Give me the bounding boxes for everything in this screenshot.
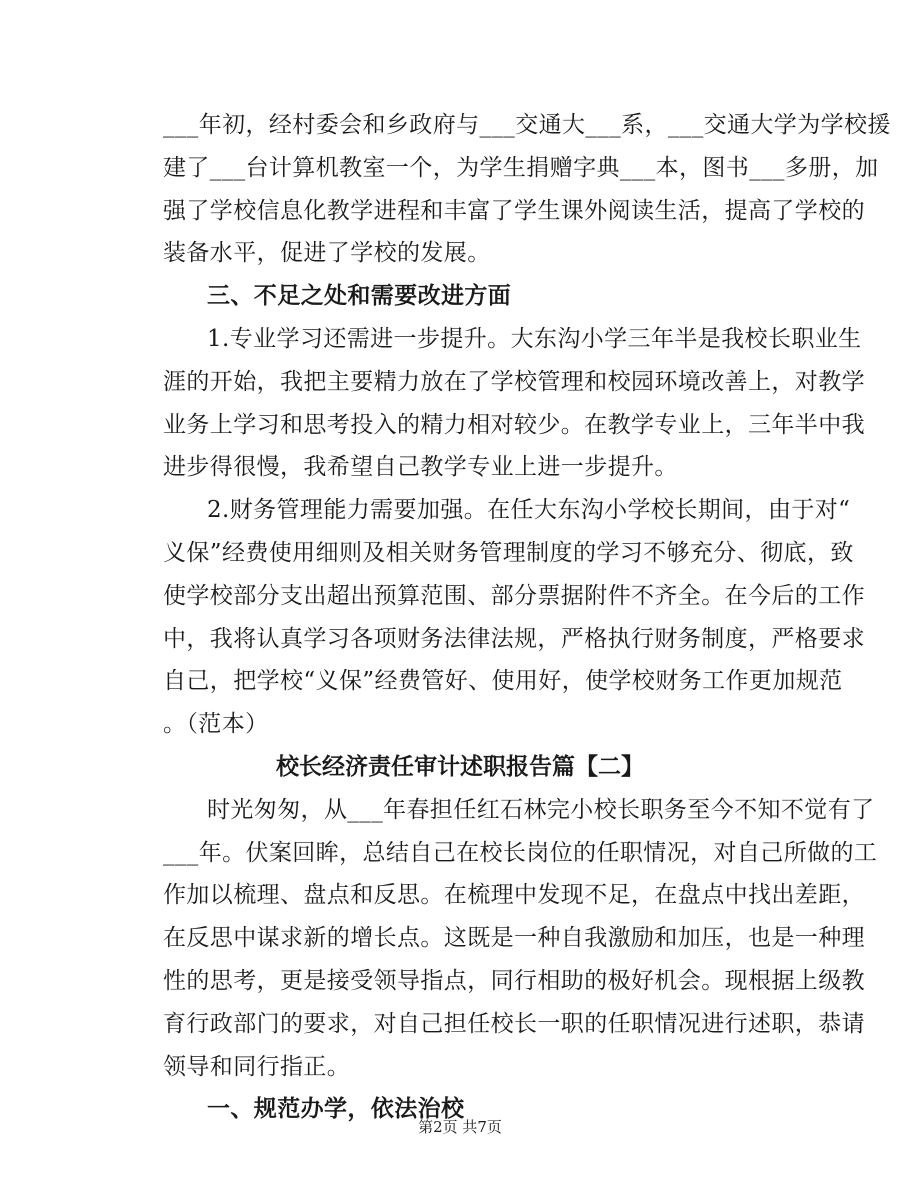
paragraph-line: ___年。伏案回眸，总结自己在校长岗位的任职情况，对自己所做的工 bbox=[163, 840, 878, 866]
paragraph-line: 强了学校信息化教学进程和丰富了学生课外阅读生活，提高了学校的 bbox=[163, 198, 865, 224]
paragraph-line: 装备水平，促进了学校的发展。 bbox=[163, 240, 491, 266]
paragraph-line: 业务上学习和思考投入的精力相对较少。在教学专业上，三年半中我 bbox=[163, 412, 865, 438]
paragraph-line: 性的思考，更是接受领导指点，同行相助的极好机会。现根据上级教 bbox=[163, 968, 865, 994]
paragraph-line: 义保”经费使用细则及相关财务管理制度的学习不够充分、彻底，致 bbox=[163, 540, 854, 566]
paragraph-line: 建了___台计算机教室一个，为学生捐赠字典___本，图书___多册，加 bbox=[163, 155, 879, 181]
paragraph-line: 2.财务管理能力需要加强。在任大东沟小学校长期间，由于对“ bbox=[207, 497, 851, 523]
section-heading: 三、不足之处和需要改进方面 bbox=[207, 282, 512, 309]
paragraph-line: 。（范本） bbox=[163, 711, 269, 737]
paragraph-line: 在反思中谋求新的增长点。这既是一种自我激励和加压，也是一种理 bbox=[163, 925, 865, 951]
paragraph-line: ___年初，经村委会和乡政府与___交通大___系，___交通大学为学校援 bbox=[163, 112, 891, 138]
paragraph-line: 作加以梳理、盘点和反思。在梳理中发现不足，在盘点中找出差距， bbox=[163, 882, 865, 908]
paragraph-line: 涯的开始，我把主要精力放在了学校管理和校园环境改善上，对教学 bbox=[163, 369, 865, 395]
paragraph-line: 领导和同行指正。 bbox=[163, 1054, 351, 1080]
paragraph-line: 进步得很慢，我希望自己教学专业上进一步提升。 bbox=[163, 454, 678, 480]
paragraph-line: 使学校部分支出超出预算范围、部分票据附件不齐全。在今后的工作 bbox=[163, 583, 865, 609]
paragraph-line: 中，我将认真学习各项财务法律法规，严格执行财务制度，严格要求 bbox=[163, 626, 865, 652]
paragraph-line: 自己，把学校“义保”经费管好、使用好，使学校财务工作更加规范 bbox=[163, 668, 843, 694]
paragraph-line: 时光匆匆，从___年春担任红石林完小校长职务至今不知不觉有了 bbox=[207, 797, 875, 823]
paragraph-line: 育行政部门的要求，对自己担任校长一职的任职情况进行述职，恭请 bbox=[163, 1011, 865, 1037]
paragraph-line: 1.专业学习还需进一步提升。大东沟小学三年半是我校长职业生 bbox=[207, 326, 862, 352]
page-number: 第2页 共7页 bbox=[418, 1118, 502, 1136]
section-title: 校长经济责任审计述职报告篇【二】 bbox=[276, 753, 644, 780]
section-heading: 一、规范办学，依法治校 bbox=[207, 1095, 465, 1122]
